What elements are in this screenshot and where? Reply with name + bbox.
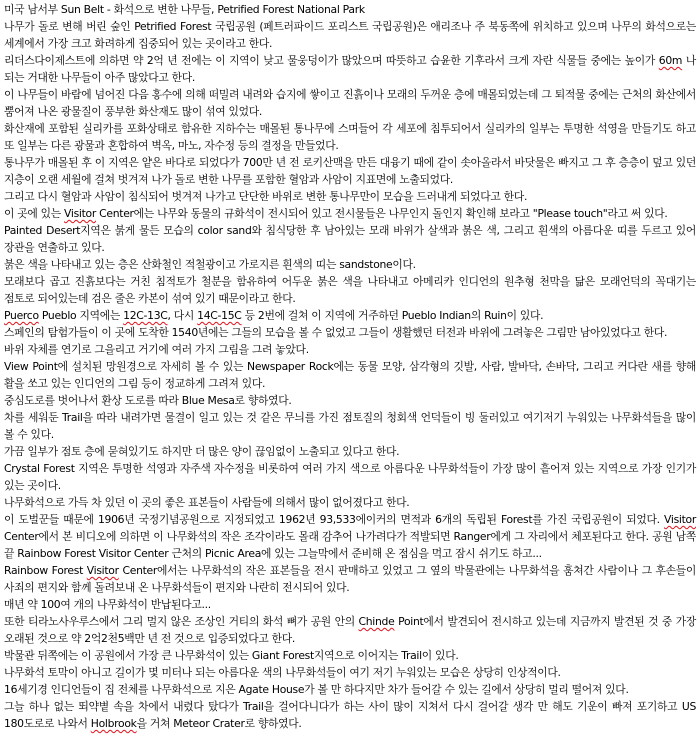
spellcheck-flagged-word: Visitor <box>64 207 96 220</box>
paragraph: 리더스다이제스트에 의하면 약 2억 년 전에는 이 지역이 낮고 물웅덩이가 많았으며 따뜻하고 습윤한 기후라서 크게 자란 식물들 중에는 높이가 60m 나 되는 거대한 나무들이 아주 많았다고 한다. <box>4 54 696 84</box>
paragraph: 그리고 다시 혈암과 사암이 침식되어 벗겨져 나가고 단단한 바위로 변한 통나무만이 모습을 드러내게 되었다고 한다. <box>4 190 528 203</box>
document-title: 미국 남서부 Sun Belt - 화석으로 변한 나무들, Petrified Forest National Park <box>4 3 365 16</box>
paragraph: 16세기경 인디언들이 집 전체를 나무화석으로 지은 Agate House가 볼 만 하다지만 차가 들어갈 수 있는 길에서 상당히 멀리 떨어져 있다. <box>4 683 629 696</box>
paragraph: 모래보다 곱고 진흙보다는 거친 침적토가 철분을 함유하여 어두운 붉은 색을 나타내고 아메리카 인디언의 원추형 천막을 닮은 모래언덕의 꼭대기는 점토로 되어있는데 검은 줄은 카본이 섞여 있기 때문이라고 한다. <box>4 275 696 305</box>
paragraph: 나무화석으로 가득 차 있던 이 곳의 좋은 표본들이 사람들에 의해서 많이 없어졌다고 한다. <box>4 496 410 509</box>
spellcheck-flagged-word: Chinde <box>358 615 395 628</box>
paragraph: 이 곳에 있는 Visitor Center에는 나무와 동물의 규화석이 전시되어 있고 전시물들은 나무인지 돌인지 확인해 보라고 "Please touch"라고 써 있다. <box>4 207 668 220</box>
paragraph: 이 도벌꾼들 때문에 1906년 국정기념공원으로 지정되었고 1962년 93,533에이커의 면적과 6개의 독립된 Forest를 가진 국립공원이 되었다. Visitor Center에서 본 비디오에 의하면 이 나무화석의 작은 조각이라도 몰래 감추어 나가려다가 적발되면 Ranger에게 그 자리에서 체포된다고 한다. 공원 남쪽 끝 Rainbow Forest Visitor Center 근처의 Picnic Area에 있는 그늘막에서 준비해 온 점심을 먹고 잠시 쉬기도 하고... <box>4 513 696 560</box>
spellcheck-flagged-word: Puerco <box>4 309 39 322</box>
spellcheck-flagged-word: Visitor <box>86 564 119 577</box>
spellcheck-flagged-word: Visitor <box>664 513 696 526</box>
paragraph: 통나무가 매몰된 후 이 지역은 얕은 바다로 되었다가 700만 년 전 로키산맥을 만든 대융기 때에 같이 솟아올라서 바닷물은 빠지고 그 후 층층이 덮고 있던 지층이 오랜 세월에 걸쳐 벗겨져 나가 돌로 변한 나무를 포함한 혈암과 사암이 지표면에 노출되었다. <box>4 156 696 186</box>
paragraph: 가끔 일부가 점토 층에 묻혀있기도 하지만 더 많은 양이 끊임없이 노출되고 있다고 한다. <box>4 445 400 458</box>
paragraph: 나무화석 토막이 아니고 길이가 몇 미터나 되는 아름다운 색의 나무화석들이 여기 저기 누워있는 모습은 상당히 인상적이다. <box>4 666 561 679</box>
paragraph: 화산재에 포함된 실리카를 포화상태로 함유한 지하수는 매몰된 통나무에 스며들어 각 세포에 침투되어서 실리카의 일부는 투명한 석영을 만들기도 하고 또 일부는 다른 광물과 혼합하여 벽옥, 마노, 자수정 등의 결정을 만들었다. <box>4 122 696 152</box>
paragraph: 또한 티라노사우루스에서 그리 멀지 않은 조상인 거티의 화석 뼈가 공원 안의 Chinde Point에서 발견되어 전시하고 있는데 지금까지 발견된 것 중 가장 오래된 것으로 약 2억2천5백만 년 전 것으로 입증되었다고 한다. <box>4 615 696 645</box>
paragraph: 매년 약 100여 개의 나무화석이 반납된다고... <box>4 598 211 611</box>
paragraph: 그늘 하나 없는 뙤약볕 속을 차에서 내렸다 탔다가 Trail을 걸어다니다가 하는 사이 많이 지쳐서 다시 걸어갈 생각 만 해도 기운이 빠져 포기하고 US 180도로로 나와서 Holbrook을 거쳐 Meteor Crater로 향하였다. <box>4 700 696 730</box>
paragraph: 스페인의 탐험가들이 이 곳에 도착한 1540년에는 그들의 모습을 볼 수 없었고 그들이 생활했던 터전과 바위에 그려놓은 그림만 남아있었다고 한다. <box>4 326 668 339</box>
spellcheck-flagged-word: 60m <box>658 54 683 67</box>
paragraph: 차를 세워둔 Trail을 따라 내려가면 물결이 일고 있는 것 같은 무늬를 가진 점토질의 청회색 언덕들이 빙 둘러있고 여기저기 누워있는 나무화석들을 많이 볼 수 있다. <box>4 411 696 441</box>
spellcheck-flagged-word: Holbrook <box>90 717 137 730</box>
paragraph: Puerco Pueblo 지역에는 12C-13C, 다시 14C-15C 등 2번에 걸쳐 이 지역에 거주하던 Pueblo Indian의 Ruin이 있다. <box>4 309 544 322</box>
paragraph: 붉은 색을 나타내고 있는 층은 산화철인 적철광이고 가로지른 흰색의 띠는 sandstone이다. <box>4 258 416 271</box>
paragraph: 박물관 뒤쪽에는 이 공원에서 가장 큰 나무화석이 있는 Giant Forest지역으로 이어지는 Trail이 있다. <box>4 649 459 662</box>
document-body[interactable] <box>4 1 696 732</box>
paragraph: Rainbow Forest Visitor Center에서는 나무화석의 작은 표본들을 전시 판매하고 있었고 그 옆의 박물관에는 나무화석을 훔쳐간 사람이나 그 후손들이 사죄의 편지와 함께 돌려보내 온 나무화석들이 편지와 나란히 전시되어 있다. <box>4 564 696 594</box>
paragraph: Crystal Forest 지역은 투명한 석영과 자주색 자수정을 비롯하여 여러 가지 색으로 아름다운 나무화석들이 가장 많이 흩어져 있는 지역으로 가장 인기가 있는 곳이다. <box>4 462 696 492</box>
spellcheck-flagged-word: 12C-13C <box>123 309 168 322</box>
paragraph: 이 나무들이 바람에 넘어진 다음 홍수에 의해 떠밀려 내려와 습지에 쌓이고 진흙이나 모래의 두꺼운 층에 매몰되었는데 그 퇴적물 중에는 근처의 화산에서 뿜어져 나온 광물질이 풍부한 화산재도 많이 섞여 있었다. <box>4 88 696 118</box>
spellcheck-flagged-word: 14C-15C <box>197 309 242 322</box>
paragraph: 중심도로를 벗어나서 환상 도로를 따라 Blue Mesa로 향하였다. <box>4 394 292 407</box>
paragraph: 나무가 돌로 변해 버린 숲인 Petrified Forest 국립공원 (페트러파이드 포리스트 국립공원)은 애리조나 주 북동쪽에 위치하고 있으며 나무의 화석으로는 세계에서 가장 크고 화려하게 집중되어 있는 곳이라고 한다. <box>4 20 696 50</box>
paragraph: Painted Desert지역은 붉게 물든 모습의 color sand와 침식당한 후 남아있는 모래 바위가 살색과 붉은 색, 그리고 흰색의 아름다운 띠를 두르고 있어 장관을 연출하고 있다. <box>4 224 696 254</box>
paragraph: View Point에 설치된 망원경으로 자세히 볼 수 있는 Newspaper Rock에는 동물 모양, 삼각형의 깃발, 사람, 발바닥, 손바닥, 그리고 커다란 새를 향해 활을 쏘고 있는 인디언의 그림 등이 정교하게 그려져 있다. <box>4 360 696 390</box>
paragraph: 바위 자체를 연기로 그을리고 거기에 여러 가지 그림을 그려 놓았다. <box>4 343 309 356</box>
